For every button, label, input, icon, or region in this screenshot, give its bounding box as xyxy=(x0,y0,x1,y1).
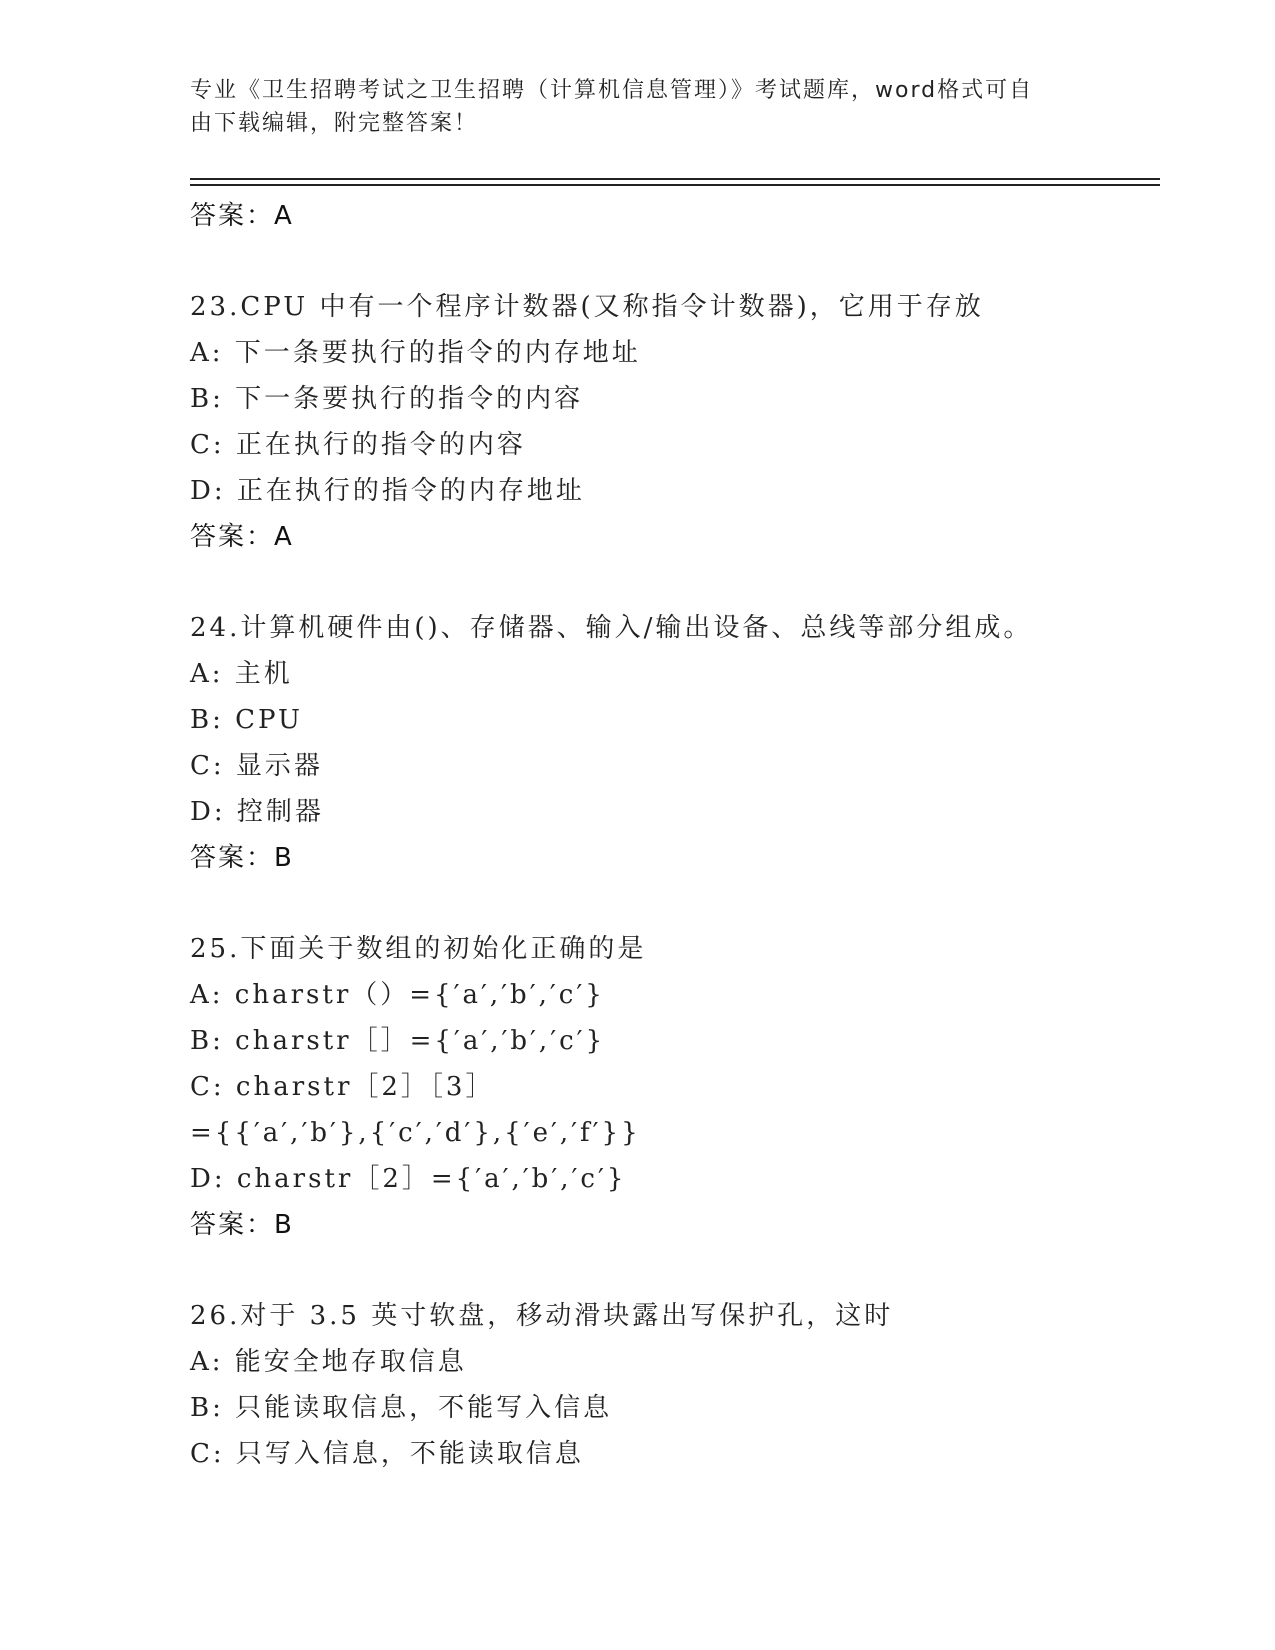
option-d: D: 正在执行的指令的内存地址 xyxy=(190,476,585,506)
question-25 xyxy=(190,926,1190,1248)
option-a: A: charstr（）={′a′,′b′,′c′} xyxy=(190,980,605,1010)
question-stem: 23.CPU 中有一个程序计数器(又称指令计数器)，它用于存放 xyxy=(190,292,984,322)
option-b: B: charstr［］={′a′,′b′,′c′} xyxy=(190,1026,606,1056)
document-header xyxy=(190,74,1090,140)
spacer xyxy=(190,881,1190,926)
option-a: A: 下一条要执行的指令的内存地址 xyxy=(190,338,641,368)
option-b: B: CPU xyxy=(190,705,303,735)
question-list xyxy=(190,193,1190,1477)
spacer xyxy=(190,239,1190,284)
question-24 xyxy=(190,605,1190,881)
question-23 xyxy=(190,284,1190,560)
option-c-continued: ={{′a′,′b′},{′c′,′d′},{′e′,′f′}} xyxy=(190,1118,641,1148)
header-divider-bottom xyxy=(190,184,1160,186)
option-b: B: 下一条要执行的指令的内容 xyxy=(190,384,584,414)
spacer xyxy=(190,1248,1190,1293)
question-26 xyxy=(190,1293,1190,1477)
answer-line: 答案：A xyxy=(190,522,294,552)
answer-line: 答案：B xyxy=(190,1210,294,1240)
question-stem: 25.下面关于数组的初始化正确的是 xyxy=(190,934,647,964)
option-c: C: charstr［2］［3］ xyxy=(190,1072,495,1102)
option-a: A: 主机 xyxy=(190,659,293,689)
option-b: B: 只能读取信息，不能写入信息 xyxy=(190,1393,613,1423)
option-a: A: 能安全地存取信息 xyxy=(190,1347,467,1377)
spacer xyxy=(190,560,1190,605)
option-c: C: 正在执行的指令的内容 xyxy=(190,430,526,460)
answer-line: 答案：B xyxy=(190,843,294,873)
previous-answer: 答案：A xyxy=(190,201,294,231)
option-c: C: 显示器 xyxy=(190,751,323,781)
question-stem: 24.计算机硬件由()、存储器、输入/输出设备、总线等部分组成。 xyxy=(190,613,1033,643)
option-d: D: charstr［2］={′a′,′b′,′c′} xyxy=(190,1164,627,1194)
header-line-2: 由下载编辑，附完整答案！ xyxy=(190,111,479,136)
option-d: D: 控制器 xyxy=(190,797,324,827)
header-line-1: 专业《卫生招聘考试之卫生招聘（计算机信息管理）》考试题库，word格式可自 xyxy=(190,78,1034,103)
option-c: C: 只写入信息，不能读取信息 xyxy=(190,1439,584,1469)
question-stem: 26.对于 3.5 英寸软盘，移动滑块露出写保护孔，这时 xyxy=(190,1301,894,1331)
header-divider-top xyxy=(190,178,1160,180)
